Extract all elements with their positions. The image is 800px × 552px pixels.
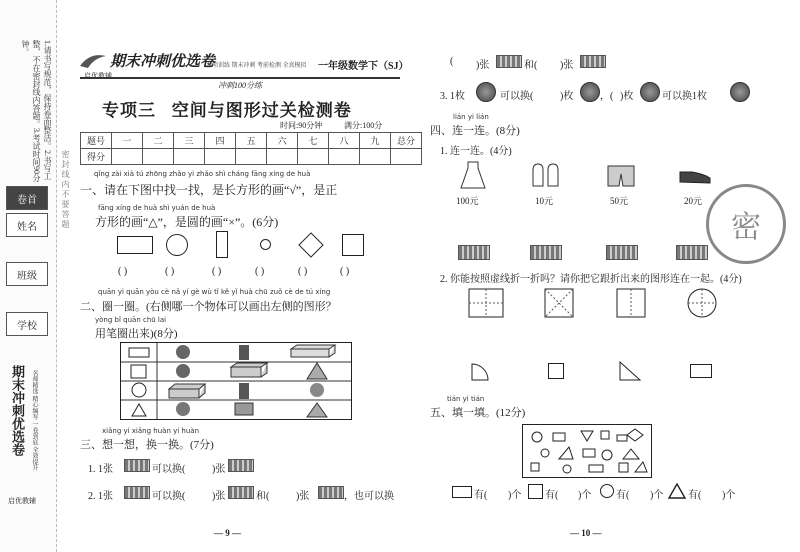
banknote-icon bbox=[530, 245, 562, 260]
coin-icon bbox=[730, 82, 750, 102]
score-header-row bbox=[81, 133, 422, 149]
page-number-left: — 9 — bbox=[214, 528, 241, 538]
header-rule bbox=[80, 77, 400, 79]
q5-pinyin: tián yi tián bbox=[447, 395, 485, 403]
score-head-label: 题号 bbox=[81, 133, 112, 149]
cont-zhang2: )张 bbox=[560, 60, 574, 71]
q3-1-end: )张 bbox=[212, 464, 226, 475]
score-head-cell: 一 bbox=[112, 133, 143, 149]
answer-paren[interactable]: ( ) bbox=[212, 266, 222, 277]
publisher-logo bbox=[78, 50, 108, 72]
small-square-shape bbox=[548, 363, 564, 379]
q3-3-end: 可以换1枚 bbox=[662, 91, 707, 102]
score-head-cell: 七 bbox=[298, 133, 329, 149]
q3-title: 三、想一想，换一换。(7分) bbox=[80, 439, 214, 451]
dress-icon bbox=[458, 160, 488, 195]
score-cell[interactable] bbox=[236, 149, 267, 165]
answer-paren[interactable]: ( ) bbox=[340, 266, 350, 277]
banknote-icon bbox=[228, 486, 254, 499]
q3-3-mei2: )枚 bbox=[620, 91, 634, 102]
circle-legend-icon bbox=[600, 484, 614, 498]
score-head-cell: 二 bbox=[143, 133, 174, 149]
fill-you: 有( bbox=[474, 490, 488, 501]
shape-collection-box bbox=[522, 424, 652, 478]
q1-pinyin-1: qǐng zài xià tú zhōng zhǎo yi zhǎo shì cháng fāng xíng de huà bbox=[94, 170, 311, 178]
price-label: 20元 bbox=[684, 196, 703, 206]
score-head-total: 总分 bbox=[391, 133, 422, 149]
price-label: 10元 bbox=[535, 196, 554, 206]
q3-2-mid: 可以换( bbox=[152, 491, 186, 502]
q3-3-mei: )枚 bbox=[560, 91, 574, 102]
shorts-icon bbox=[606, 164, 636, 195]
q3-2-start: 2. 1张 bbox=[88, 491, 113, 502]
triangle-legend-icon bbox=[668, 483, 686, 504]
q2-line-1: 二、圈一圈。(右侧哪一个物体可以画出左侧的图形？ bbox=[80, 301, 337, 313]
header-brand: 期末冲刺优选卷 bbox=[110, 54, 216, 70]
q3-2-also: ，也可以换 bbox=[344, 491, 394, 502]
q3-3-mid: 可以换( bbox=[500, 91, 534, 102]
shoes-icon bbox=[678, 166, 712, 191]
cont-zhang: )张 bbox=[476, 60, 490, 71]
small-circle-shape bbox=[260, 239, 271, 250]
q3-1-mid: 可以换( bbox=[152, 464, 186, 475]
price-label: 50元 bbox=[610, 196, 629, 206]
circle-shape bbox=[166, 234, 188, 256]
banknote-icon bbox=[676, 245, 708, 260]
secret-seal: 密 bbox=[706, 184, 786, 264]
banknote-icon bbox=[124, 486, 150, 499]
answer-paren[interactable]: ( ) bbox=[165, 266, 175, 277]
q3-2-zhang2: )张 bbox=[296, 491, 310, 502]
q3-3-start: 3. 1枚 bbox=[440, 91, 465, 102]
answer-paren[interactable]: ( ) bbox=[255, 266, 265, 277]
fill-you: 有( bbox=[616, 490, 630, 501]
score-cell[interactable] bbox=[360, 149, 391, 165]
answer-paren[interactable]: ( ) bbox=[118, 266, 128, 277]
small-rectangle-shape bbox=[690, 364, 712, 378]
sidebar-publisher: 启优教辅 bbox=[8, 497, 36, 505]
q3-1-start: 1. 1张 bbox=[88, 464, 113, 475]
seal-line-text: 密 封 线 内 不 要 答 题 bbox=[61, 150, 70, 228]
banknote-icon bbox=[124, 459, 150, 472]
fill-ge: )个 bbox=[578, 490, 592, 501]
score-head-cell: 八 bbox=[329, 133, 360, 149]
q5-title: 五、填一填。(12分) bbox=[430, 407, 526, 419]
q2-grid bbox=[120, 342, 352, 420]
binding-sidebar bbox=[0, 0, 57, 552]
q2-line-2: 用笔圈出来)(8分) bbox=[95, 328, 178, 340]
score-cell[interactable] bbox=[267, 149, 298, 165]
time-limit: 时间:90分钟 bbox=[280, 121, 323, 130]
coin-icon bbox=[476, 82, 496, 102]
name-field-label: 姓名 bbox=[6, 213, 48, 237]
q3-2-zhang: )张 bbox=[212, 491, 226, 502]
score-head-cell: 九 bbox=[360, 133, 391, 149]
class-field-label: 班级 bbox=[6, 262, 48, 286]
score-head-cell: 五 bbox=[236, 133, 267, 149]
square-legend-icon bbox=[528, 484, 543, 499]
price-label: 100元 bbox=[456, 196, 479, 206]
banknote-icon bbox=[318, 486, 344, 499]
fold-circle bbox=[686, 287, 718, 324]
school-field-label: 学校 bbox=[6, 312, 48, 336]
tall-rectangle-shape bbox=[216, 231, 228, 258]
rectangle-shape bbox=[117, 236, 153, 254]
banknote-icon bbox=[606, 245, 638, 260]
score-row bbox=[81, 149, 422, 165]
quarter-circle-shape bbox=[470, 362, 490, 387]
right-triangle-shape bbox=[618, 360, 642, 387]
score-cell[interactable] bbox=[205, 149, 236, 165]
fill-you: 有( bbox=[545, 490, 559, 501]
score-cell[interactable] bbox=[298, 149, 329, 165]
score-cell[interactable] bbox=[391, 149, 422, 165]
answer-paren[interactable]: ( ) bbox=[298, 266, 308, 277]
fill-ge: )个 bbox=[650, 490, 664, 501]
coin-icon bbox=[640, 82, 660, 102]
q3-3-comma: ，( bbox=[600, 91, 614, 102]
page-number-right: — 10 — bbox=[570, 528, 602, 538]
banknote-icon bbox=[228, 459, 254, 472]
score-head-cell: 六 bbox=[267, 133, 298, 149]
score-table bbox=[80, 132, 422, 165]
score-head-cell: 三 bbox=[174, 133, 205, 149]
q3-pinyin: xiǎng yi xiǎng huàn yi huàn bbox=[102, 427, 200, 435]
q4-pinyin: lián yi lián bbox=[453, 113, 489, 121]
q2-pinyin-2: yòng bǐ quān chū lai bbox=[95, 316, 167, 324]
fill-ge: )个 bbox=[722, 490, 736, 501]
rectangle-legend-icon bbox=[452, 486, 472, 498]
square-shape bbox=[342, 234, 364, 256]
page-title: 专项三 空间与图形过关检测卷 bbox=[102, 101, 352, 120]
score-row-label: 得分 bbox=[81, 149, 112, 165]
q4-title: 四、连一连。(8分) bbox=[430, 125, 520, 137]
fold-rectangle bbox=[468, 288, 504, 323]
fill-you: 有( bbox=[688, 490, 702, 501]
stamp-label: 卷首 bbox=[6, 186, 48, 210]
sidebar-slogan: 名师精选 精心编写 一卷到底 全效提升 bbox=[31, 370, 37, 471]
exam-notice: 1.请书写规范，保持卷面整洁。2.书写工整，不在密封线内答题。3.考试时间90分钟。 bbox=[21, 40, 52, 182]
q1-pinyin-2: fāng xíng de huà shì yuán de huà bbox=[98, 204, 216, 212]
mittens-icon bbox=[530, 162, 562, 195]
header-publisher: 启优教辅 bbox=[84, 72, 112, 80]
q4-1-title: 1. 连一连。(4分) bbox=[440, 146, 512, 157]
cont-open: ( bbox=[450, 56, 454, 67]
subtitle: 冲刺100分练 bbox=[218, 81, 262, 90]
q1-line-1: 一、请在下图中找一找，是长方形的画“√”，是正 bbox=[80, 183, 338, 197]
q4-2-title: 2. 你能按照虚线折一折吗？请你把它跟折出来的图形连在一起。(4分) bbox=[440, 274, 742, 285]
score-cell[interactable] bbox=[329, 149, 360, 165]
banknote-icon bbox=[580, 55, 606, 68]
fold-square-half bbox=[616, 288, 646, 323]
cont-and: 和( bbox=[524, 60, 538, 71]
score-head-cell: 四 bbox=[205, 133, 236, 149]
banknote-icon bbox=[458, 245, 490, 260]
fold-square-diagonal bbox=[544, 288, 574, 323]
q1-line-2: 方形的画“△”，是圆的画“×”。(6分) bbox=[95, 215, 279, 229]
q3-2-and: 和( bbox=[256, 491, 270, 502]
score-cell[interactable] bbox=[174, 149, 205, 165]
header-slogans: 专项训练 期末冲刺 考前检测 全真模拟 bbox=[206, 63, 307, 69]
full-score: 满分:100分 bbox=[344, 121, 383, 130]
diamond-square-shape bbox=[298, 232, 323, 257]
sidebar-brand: 期末冲刺优选卷 bbox=[10, 365, 25, 456]
fill-ge: )个 bbox=[508, 490, 522, 501]
score-cell[interactable] bbox=[112, 149, 143, 165]
q2-pinyin-1: quān yi quān yòu cè nǎ yí gè wù tǐ kě yǐ huà chū zuǒ cè de tú xíng bbox=[98, 288, 331, 296]
grade-label: 一年级数学下（SJ） bbox=[318, 61, 409, 72]
banknote-icon bbox=[496, 55, 522, 68]
score-cell[interactable] bbox=[143, 149, 174, 165]
coin-icon bbox=[580, 82, 600, 102]
